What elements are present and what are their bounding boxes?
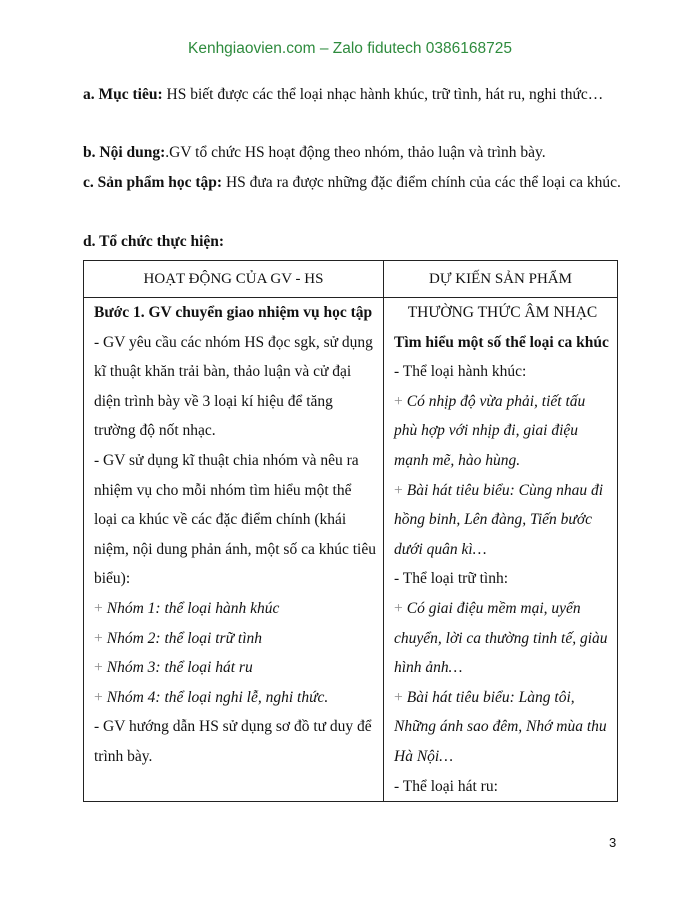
page-number: 3 [609, 835, 617, 850]
page-header: Kenhgiaovien.com – Zalo fidutech 0386168725 [187, 40, 513, 57]
product-cell [384, 298, 618, 802]
header-product: DỰ KIẾN SẢN PHẨM [384, 261, 618, 298]
section-d-label: d. Tổ chức thực hiện: [83, 233, 225, 250]
left-paragraph-3: - GV hướng dẫn HS sử dụng sơ đồ tư duy để trình bày. [94, 718, 372, 765]
genre-lyrical-desc: + Có giai điệu mềm mại, uyển chuyển, lời ca thường tinh tế, giàu hình ảnh… [394, 599, 608, 677]
section-a-label: a. Mục tiêu: [83, 86, 163, 103]
group-item: + Nhóm 2: thể loại trữ tình [94, 629, 263, 647]
product-title: THƯỜNG THỨC ÂM NHẠC [407, 304, 598, 321]
genre-lyrical-songs: + Bài hát tiêu biểu: Làng tôi, Những ánh sao đêm, Nhớ mùa thu Hà Nội… [394, 688, 607, 765]
genre-lyrical: - Thể loại trữ tình: [394, 570, 509, 588]
section-c [83, 168, 623, 197]
genre-marching-desc: + Có nhịp độ vừa phải, tiết tấu phù hợp với nhịp đi, giai điệu mạnh mẽ, hào hùng. [394, 392, 586, 469]
section-c-text: HS đưa ra được những đặc điểm chính của các thể loại ca khúc. [222, 174, 621, 191]
section-b-label: b. Nội dung: [83, 144, 166, 161]
group-item: + Nhóm 4: thể loại nghi lễ, nghi thức. [94, 688, 329, 706]
genre-lullaby: - Thể loại hát ru: [394, 777, 498, 795]
step-title: Bước 1. GV chuyển giao nhiệm vụ học tập [94, 304, 373, 321]
left-paragraph-2: - GV sử dụng kĩ thuật chia nhóm và nêu ra nhiệm vụ cho mỗi nhóm tìm hiểu một thể loại ca khúc về các đặc điểm chính (khái niệm, nội dung phản ánh, một số ca khúc tiêu biểu): [94, 451, 376, 588]
section-a-text: HS biết được các thể loại nhạc hành khúc, trữ tình, hát ru, nghi thức… [162, 86, 604, 103]
activity-table [83, 260, 618, 802]
genre-marching: - Thể loại hành khúc: [394, 363, 527, 381]
section-a [83, 80, 623, 109]
genre-marching-songs: + Bài hát tiêu biểu: Cùng nhau đi hồng binh, Lên đàng, Tiến bước dưới quân kì… [394, 481, 604, 558]
group-item: + Nhóm 1: thể loại hành khúc [94, 599, 280, 617]
product-subtitle: Tìm hiểu một số thể loại ca khúc [394, 333, 609, 351]
section-b [83, 138, 623, 167]
table-row [84, 298, 618, 802]
header-activity: HOẠT ĐỘNG CỦA GV - HS [84, 261, 384, 298]
section-c-label: c. Sản phẩm học tập: [83, 174, 223, 191]
section-b-text: .GV tổ chức HS hoạt động theo nhóm, thảo luận và trình bày. [165, 144, 546, 161]
table-header-row [84, 261, 618, 298]
activity-cell [84, 298, 384, 802]
section-d [83, 227, 623, 256]
left-paragraph-1: - GV yêu cầu các nhóm HS đọc sgk, sử dụng kĩ thuật khăn trải bàn, thảo luận và cử đại diện trình bày về 3 loại kí hiệu để tăng trường độ nốt nhạc. [94, 333, 373, 440]
group-item: + Nhóm 3: thể loại hát ru [94, 659, 253, 677]
